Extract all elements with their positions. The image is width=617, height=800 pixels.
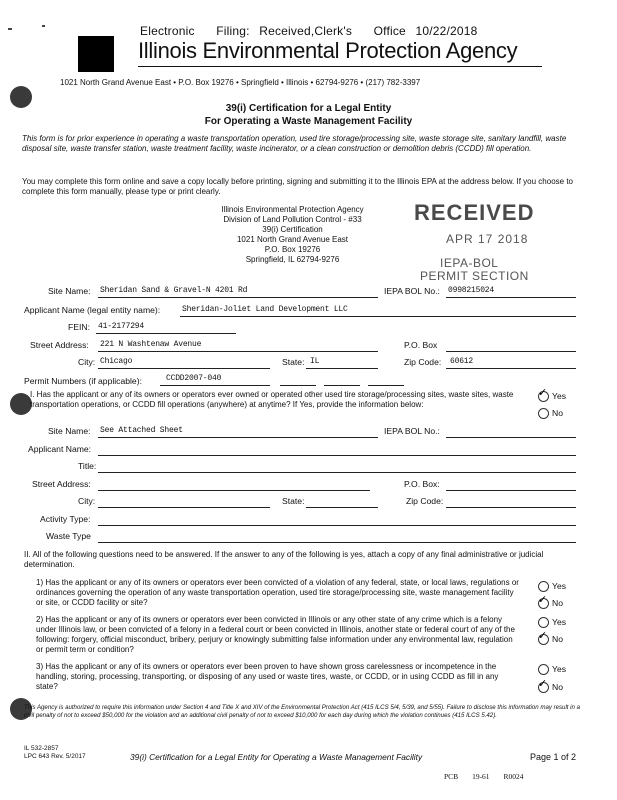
section2-q2: 2) Has the applicant or any of its owners or operators ever been convicted in Illinois or any other state of any crime which is a felony under Illinois law, or been convicted of a felony in a federal court or been convicted in Illinois, another state or federal court of any of the following: forgery, official misconduct, bribery, perjury or knowingly submitting false information under any environmental law, regulation or permit term or condition? (36, 615, 515, 654)
s1-waste-label: Waste Type (46, 531, 91, 541)
s1-state-label: State: (282, 496, 305, 506)
s1-iepa-bol-line (446, 437, 576, 438)
zip-line (446, 368, 576, 369)
page-number: Page 1 of 2 (530, 752, 577, 762)
state-value[interactable]: IL (310, 357, 320, 366)
q2-no[interactable]: ✓ No (538, 630, 563, 644)
q2-yes-radio[interactable] (538, 617, 549, 628)
s1-site-name-label: Site Name: (48, 426, 91, 436)
scan-speck (8, 28, 12, 30)
fein-label: FEIN: (68, 322, 90, 332)
permit-line-4 (368, 385, 404, 386)
state-label: State: (282, 357, 305, 367)
form-title-line1: 39(i) Certification for a Legal Entity (225, 103, 392, 114)
section2-q1: 1) Has the applicant or any of its owners or operators ever been convicted of a violation of any federal, state, or local laws, regulations or ordinances governing the operation of any waste transportation operation, used tire storage/processing site, waste management facility or site, or CCDD facility or site? (36, 578, 519, 607)
form-codes: IL 532-2857 LPC 643 Rev. 5/2017 (24, 745, 86, 760)
q1-no[interactable]: ✓ No (538, 594, 563, 608)
city-value[interactable]: Chicago (100, 357, 133, 366)
s1-po-box-label: P.O. Box: (404, 479, 440, 489)
q1-no-radio[interactable]: ✓ (538, 598, 549, 609)
s1-title-label: Title: (78, 461, 97, 471)
permit-line-3 (324, 385, 360, 386)
s1-waste-line (98, 542, 576, 543)
q3-no-radio[interactable]: ✓ (538, 682, 549, 693)
section1-yes-radio[interactable]: ✓ (538, 391, 549, 402)
section1-question: I. Has the applicant or any of its owners or operators ever owned or operated other used tire storage/processing sites, waste sites, waste transportation operations, or CCDD fill operations (anywhere) at anytime? If Yes, provide the information below: (30, 390, 514, 409)
stamp-section: PERMIT SECTION (420, 269, 529, 283)
q1-yes-radio[interactable] (538, 581, 549, 592)
site-name-line (98, 297, 378, 298)
po-box-line (446, 351, 576, 352)
section1-yes[interactable]: ✓ Yes (538, 387, 567, 401)
permit-line-2 (280, 385, 316, 386)
q1-yes[interactable]: Yes (538, 581, 566, 592)
permit-line-1 (160, 385, 270, 386)
fein-value[interactable]: 41-2177294 (98, 322, 145, 331)
zip-value[interactable]: 60612 (450, 357, 474, 366)
s1-zip-label: Zip Code: (406, 496, 444, 506)
s1-site-name-line (98, 437, 378, 438)
applicant-label: Applicant Name (legal entity name): (24, 305, 161, 315)
applicant-value[interactable]: Sheridan-Joliet Land Development LLC (182, 305, 348, 314)
received-stamp: RECEIVED (414, 200, 535, 225)
section1-no-radio[interactable] (538, 408, 549, 419)
fein-line (96, 333, 236, 334)
s1-zip-line (446, 507, 576, 508)
agency-name: Illinois Environmental Protection Agency (138, 38, 518, 63)
permit-value[interactable]: CCDD2007-040 (166, 374, 222, 383)
s1-applicant-line (98, 455, 576, 456)
section2-intro: II. All of the following questions need to be answered. If the answer to any of the following is yes, attach a copy of any final administrative or judicial determination. (24, 550, 544, 569)
mailing-address: Illinois Environmental Protection Agency Division of Land Pollution Control - #33 39(i) Certification 1021 North Grand Avenue East P.O. Box 19276 Springfield, IL 62794-9276 (221, 205, 364, 264)
s1-po-box-line (446, 490, 576, 491)
s1-street-line (98, 490, 370, 491)
q3-yes[interactable]: Yes (538, 664, 566, 675)
city-line (98, 368, 270, 369)
street-line (98, 351, 378, 352)
iepa-bol-label: IEPA BOL No.: (384, 286, 440, 296)
s1-applicant-label: Applicant Name: (28, 444, 92, 454)
form-title-line2: For Operating a Waste Management Facility (204, 116, 413, 127)
iepa-bol-value[interactable]: 0998215024 (448, 286, 495, 295)
scan-speck (42, 25, 45, 27)
pcb-stamp: PCB 19-61 R0024 (444, 772, 524, 781)
s1-city-label: City: (78, 496, 96, 506)
stamp-dept: IEPA-BOL (440, 256, 499, 270)
po-box-label: P.O. Box (404, 340, 438, 350)
section2-q3: 3) Has the applicant or any of its owners or operators ever been proven to have shown gross carelessness or incompetence in the handling, storing, processing, transporting, or disposing of any used or waste tires, waste, or CCDD, or in using CCDD as fill in any state? (36, 662, 499, 691)
legal-disclaimer: This Agency is authorized to require this information under Section 4 and Title X and XIV of the Environmental Protection Act (415 ILCS 5/4, 5/39, and 5/55). Failure to disclose this information may result in a civil penalty of not to exceed $50,000 for the violation and an additional civil penalty of not to exceed $10,000 for each day during which the violation continues (415 ILCS 5.42). (24, 704, 581, 719)
header-rule (138, 66, 542, 67)
agency-address: 1021 North Grand Avenue East • P.O. Box 19276 • Springfield • Illinois • 62794-9276 • (217) 782-3397 (60, 78, 421, 87)
s1-street-label: Street Address: (32, 479, 91, 489)
punch-hole-middle (10, 393, 32, 415)
site-name-label: Site Name: (48, 286, 91, 296)
state-line (306, 368, 378, 369)
s1-activity-line (98, 525, 576, 526)
q2-yes[interactable]: Yes (538, 617, 566, 628)
s1-site-name-value[interactable]: See Attached Sheet (100, 426, 183, 435)
agency-logo (78, 36, 114, 72)
stamp-date: APR 17 2018 (446, 232, 529, 246)
s1-activity-label: Activity Type: (40, 514, 91, 524)
form-intro: This form is for prior experience in operating a waste transportation operation, used tire storage/processing site, waste storage site, sanitary landfill, waste disposal site, waste transfer station, waste treatment facility, waste incinerator, or a clean construction or demolition debris (CCDD) fill operation. (22, 134, 567, 153)
footer-title: 39(i) Certification for a Legal Entity for Operating a Waste Management Facility (130, 752, 423, 762)
form-instructions: You may complete this form online and save a copy locally before printing, signing and submitting it to the Illinois EPA at the address below. If you choose to complete this form manually, please type or print clearly. (22, 177, 573, 196)
section1-no[interactable]: No (538, 408, 563, 419)
q3-no[interactable]: ✓ No (538, 678, 563, 692)
applicant-line (180, 316, 576, 317)
filing-header: Electronic Filing: Received,Clerk's Office 10/22/2018 (140, 24, 478, 38)
street-value[interactable]: 221 N Washtenaw Avenue (100, 340, 202, 349)
s1-state-line (306, 507, 378, 508)
iepa-bol-line (446, 297, 576, 298)
zip-label: Zip Code: (404, 357, 442, 367)
site-name-value[interactable]: Sheridan Sand & Gravel-N 4201 Rd (100, 286, 248, 295)
city-label: City: (78, 357, 96, 367)
street-label: Street Address: (30, 340, 89, 350)
q3-yes-radio[interactable] (538, 664, 549, 675)
q2-no-radio[interactable]: ✓ (538, 634, 549, 645)
s1-iepa-bol-label: IEPA BOL No.: (384, 426, 440, 436)
permit-label: Permit Numbers (if applicable): (24, 376, 142, 386)
s1-city-line (98, 507, 270, 508)
s1-title-line (98, 472, 576, 473)
